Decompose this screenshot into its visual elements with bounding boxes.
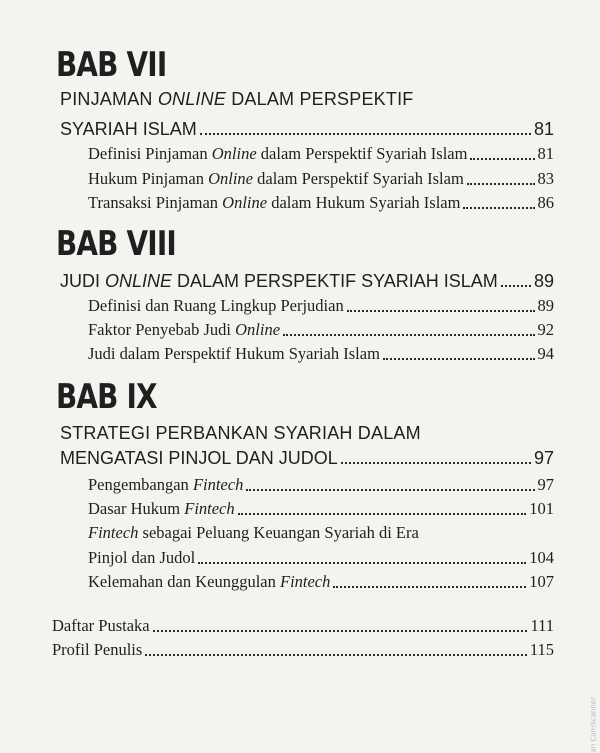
toc-entry-line1[interactable]: Fintech sebagai Peluang Keuangan Syariah di Era — [88, 523, 419, 542]
toc-entry-profil-penulis[interactable]: Profil Penulis 115 — [52, 640, 554, 659]
chapter-9-heading: BAB IX — [56, 377, 157, 417]
chapter-8-title[interactable]: JUDI ONLINE DALAM PERSPEKTIF SYARIAH ISLAM 89 — [60, 271, 554, 291]
chapter-8-heading: BAB VIII — [56, 224, 176, 264]
toc-entry[interactable]: Faktor Penyebab Judi Online 92 — [88, 320, 554, 339]
toc-entry[interactable]: Kelemahan dan Keunggulan Fintech 107 — [88, 572, 554, 591]
toc-entry[interactable]: Definisi dan Ruang Lingkup Perjudian 89 — [88, 296, 554, 315]
toc-entry[interactable]: Definisi Pinjaman Online dalam Perspektif Syariah Islam 81 — [88, 144, 554, 163]
toc-entry[interactable]: Transaksi Pinjaman Online dalam Hukum Syariah Islam 86 — [88, 193, 554, 212]
toc-entry[interactable]: Pengembangan Fintech 97 — [88, 475, 554, 494]
chapter-9-title-line1: STRATEGI PERBANKAN SYARIAH DALAM — [60, 423, 421, 443]
scanner-watermark: an CamScanner — [590, 697, 598, 753]
toc-entry[interactable]: Dasar Hukum Fintech 101 — [88, 499, 554, 518]
chapter-9-title-line2[interactable]: MENGATASI PINJOL DAN JUDOL 97 — [60, 448, 554, 468]
chapter-7-title-line1: PINJAMAN ONLINE DALAM PERSPEKTIF — [60, 89, 414, 109]
toc-entry[interactable]: Judi dalam Perspektif Hukum Syariah Islam 94 — [88, 344, 554, 363]
chapter-7-title-line2[interactable]: SYARIAH ISLAM 81 — [60, 119, 554, 139]
toc-entry-daftar-pustaka[interactable]: Daftar Pustaka 111 — [52, 616, 554, 635]
toc-entry[interactable]: Hukum Pinjaman Online dalam Perspektif Syariah Islam 83 — [88, 169, 554, 188]
chapter-7-heading: BAB VII — [56, 45, 167, 85]
toc-entry[interactable]: Pinjol dan Judol 104 — [88, 548, 554, 567]
